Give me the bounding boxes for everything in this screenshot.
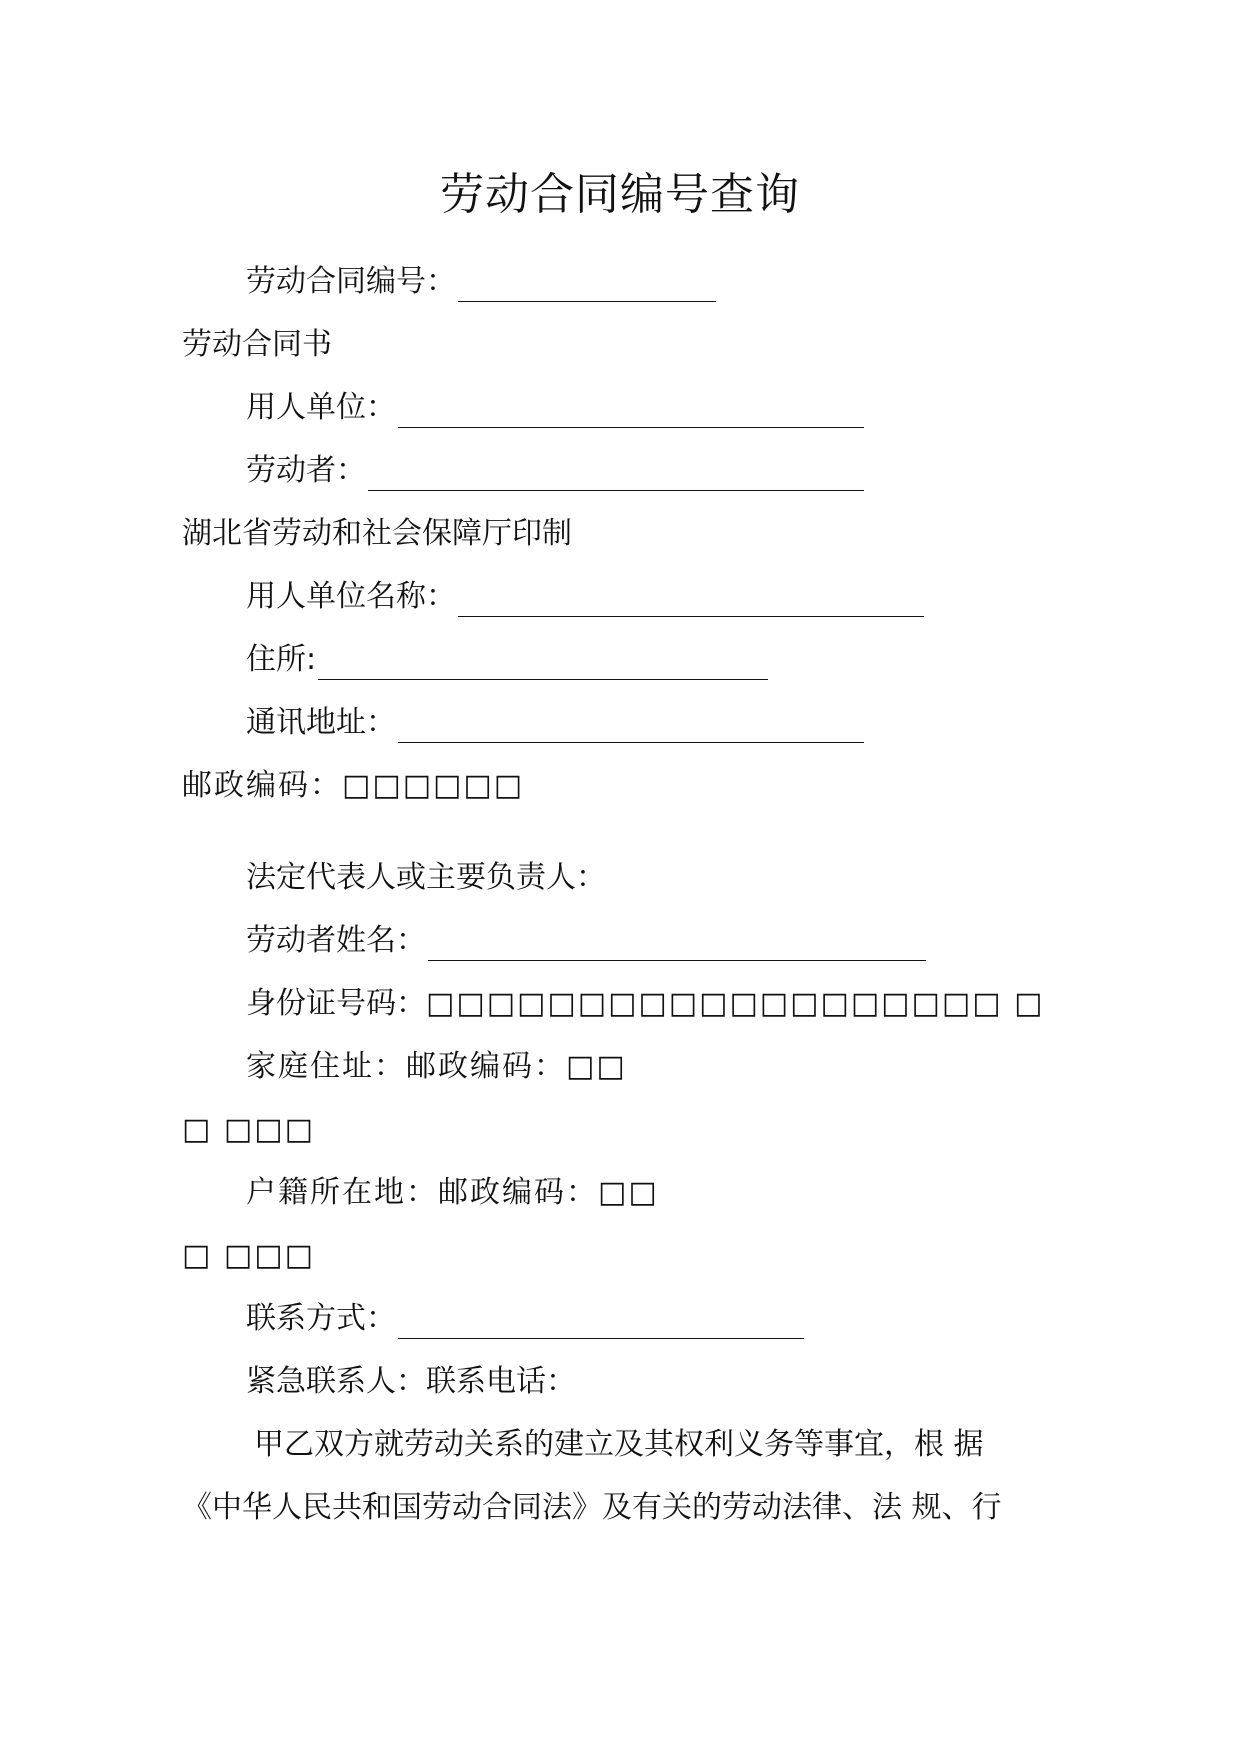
employer-name-row — [246, 577, 924, 617]
contract-number-blank[interactable] — [458, 275, 716, 302]
mailing-address-label: 通讯地址： — [246, 705, 396, 740]
contact-blank[interactable] — [398, 1312, 804, 1339]
employer-name-label: 用人单位名称： — [246, 579, 456, 614]
contact-label: 联系方式： — [246, 1301, 396, 1336]
book-title — [182, 325, 332, 365]
paragraph-line-1 — [254, 1425, 984, 1465]
id-label: 身份证号码： — [246, 986, 426, 1021]
paragraph-text-2: 《中华人民共和国劳动合同法》及有关的劳动法律、法 规、行 — [182, 1490, 1002, 1525]
worker-label: 劳动者： — [246, 453, 366, 488]
household-row — [246, 1173, 659, 1213]
contract-number-label: 劳动合同编号： — [246, 264, 456, 299]
residence-row — [246, 640, 768, 680]
issuer-line — [182, 514, 572, 554]
worker-name-blank[interactable] — [428, 934, 926, 961]
contract-number-row — [246, 262, 716, 302]
home-postal-rest-row — [182, 1110, 315, 1150]
mailing-address-blank[interactable] — [398, 716, 864, 743]
household-postal-rest: □ □□□ — [182, 1238, 315, 1273]
page-title: 劳动合同编号查询 — [440, 169, 800, 220]
emergency-row — [246, 1362, 576, 1402]
household-postal-rest-row — [182, 1236, 315, 1276]
id-boxes[interactable]: □□□□□□□□□□□□□□□□□□□ □ — [426, 986, 1045, 1021]
employer-label: 用人单位： — [246, 390, 396, 425]
paragraph-text-1: 甲乙双方就劳动关系的建立及其权利义务等事宜，根 据 — [254, 1427, 984, 1462]
residence-blank[interactable] — [318, 653, 768, 680]
postal-code-line: 邮政编码：□□□□□□ — [182, 768, 525, 803]
residence-label: 住所: — [246, 642, 317, 677]
mailing-address-row — [246, 703, 864, 743]
postal-code-row — [182, 766, 524, 806]
legal-rep-label: 法定代表人或主要负责人： — [246, 860, 606, 895]
legal-rep-row — [246, 858, 606, 898]
worker-name-row — [246, 921, 926, 961]
contact-row — [246, 1299, 804, 1339]
employer-row — [246, 388, 864, 428]
id-row — [246, 984, 1044, 1024]
employer-name-blank[interactable] — [458, 590, 924, 617]
employer-blank[interactable] — [398, 401, 864, 428]
book-title-text: 劳动合同书 — [182, 327, 332, 362]
home-address-line: 家庭住址：邮政编码：□□ — [246, 1049, 627, 1084]
home-address-row — [246, 1047, 627, 1087]
worker-row — [246, 451, 864, 491]
home-postal-rest: □ □□□ — [182, 1112, 315, 1147]
emergency-line: 紧急联系人：联系电话： — [246, 1364, 576, 1399]
paragraph-line-2 — [182, 1488, 1002, 1528]
issuer-text: 湖北省劳动和社会保障厅印制 — [182, 516, 572, 551]
worker-blank[interactable] — [368, 464, 864, 491]
worker-name-label: 劳动者姓名： — [246, 923, 426, 958]
household-line: 户籍所在地：邮政编码：□□ — [246, 1175, 659, 1210]
